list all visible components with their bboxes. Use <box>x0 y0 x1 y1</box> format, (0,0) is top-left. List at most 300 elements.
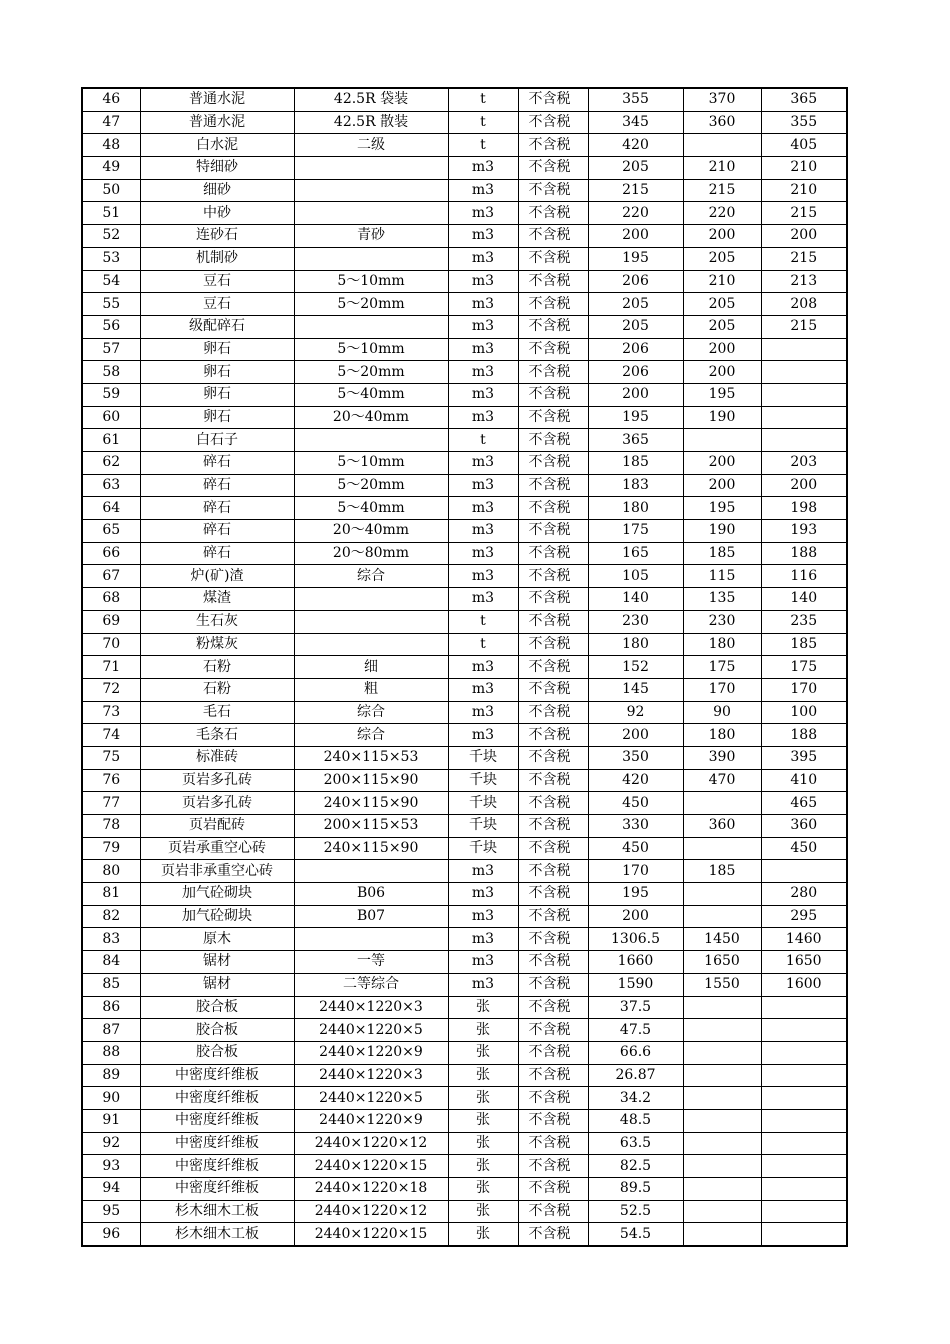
specification-cell: 20～40mm <box>294 406 448 429</box>
item-number-cell: 70 <box>82 633 140 656</box>
tax-status-cell: 不含税 <box>518 315 588 338</box>
price-1-cell: 205 <box>588 157 683 180</box>
unit-cell: 张 <box>448 1064 518 1087</box>
tax-status-cell: 不含税 <box>518 1109 588 1132</box>
material-name-cell: 白水泥 <box>140 134 294 157</box>
price-2-cell: 205 <box>683 315 761 338</box>
price-1-cell: 180 <box>588 633 683 656</box>
unit-cell: 张 <box>448 1019 518 1042</box>
price-2-cell: 200 <box>683 474 761 497</box>
price-1-cell: 206 <box>588 361 683 384</box>
price-2-cell <box>683 429 761 452</box>
item-number-cell: 61 <box>82 429 140 452</box>
price-3-cell: 410 <box>761 769 847 792</box>
price-2-cell <box>683 1223 761 1246</box>
table-row <box>82 111 847 134</box>
unit-cell: m3 <box>448 883 518 906</box>
material-name-cell: 页岩配砖 <box>140 815 294 838</box>
item-number-cell: 85 <box>82 973 140 996</box>
price-3-cell: 295 <box>761 905 847 928</box>
tax-status-cell: 不含税 <box>518 815 588 838</box>
tax-status-cell: 不含税 <box>518 1200 588 1223</box>
specification-cell: 2440×1220×12 <box>294 1132 448 1155</box>
table-row <box>82 860 847 883</box>
table-row <box>82 247 847 270</box>
material-name-cell: 页岩多孔砖 <box>140 769 294 792</box>
unit-cell: m3 <box>448 270 518 293</box>
tax-status-cell: 不含税 <box>518 1178 588 1201</box>
specification-cell: 2440×1220×15 <box>294 1223 448 1246</box>
specification-cell: 20～40mm <box>294 520 448 543</box>
unit-cell: t <box>448 633 518 656</box>
price-2-cell: 205 <box>683 247 761 270</box>
specification-cell <box>294 429 448 452</box>
table-row <box>82 1155 847 1178</box>
table-row <box>82 996 847 1019</box>
price-3-cell: 188 <box>761 724 847 747</box>
unit-cell: m3 <box>448 406 518 429</box>
item-number-cell: 47 <box>82 111 140 134</box>
price-3-cell: 365 <box>761 88 847 111</box>
unit-cell: 张 <box>448 1178 518 1201</box>
table-row <box>82 837 847 860</box>
table-row <box>82 815 847 838</box>
price-3-cell: 210 <box>761 179 847 202</box>
material-name-cell: 页岩承重空心砖 <box>140 837 294 860</box>
tax-status-cell: 不含税 <box>518 769 588 792</box>
tax-status-cell: 不含税 <box>518 1155 588 1178</box>
item-number-cell: 49 <box>82 157 140 180</box>
table-row <box>82 383 847 406</box>
material-name-cell: 机制砂 <box>140 247 294 270</box>
price-3-cell: 100 <box>761 701 847 724</box>
unit-cell: m3 <box>448 928 518 951</box>
material-name-cell: 白石子 <box>140 429 294 452</box>
unit-cell: m3 <box>448 247 518 270</box>
price-3-cell: 450 <box>761 837 847 860</box>
price-3-cell: 215 <box>761 247 847 270</box>
price-1-cell: 206 <box>588 338 683 361</box>
material-name-cell: 标准砖 <box>140 746 294 769</box>
price-3-cell <box>761 383 847 406</box>
specification-cell <box>294 588 448 611</box>
tax-status-cell: 不含税 <box>518 792 588 815</box>
price-1-cell: 200 <box>588 724 683 747</box>
price-2-cell: 200 <box>683 452 761 475</box>
item-number-cell: 60 <box>82 406 140 429</box>
item-number-cell: 79 <box>82 837 140 860</box>
item-number-cell: 69 <box>82 610 140 633</box>
price-2-cell <box>683 792 761 815</box>
price-1-cell: 200 <box>588 905 683 928</box>
tax-status-cell: 不含税 <box>518 905 588 928</box>
price-1-cell: 195 <box>588 883 683 906</box>
table-row <box>82 88 847 111</box>
specification-cell: 42.5R 袋装 <box>294 88 448 111</box>
price-2-cell <box>683 837 761 860</box>
price-3-cell: 280 <box>761 883 847 906</box>
unit-cell: m3 <box>448 293 518 316</box>
unit-cell: 张 <box>448 1155 518 1178</box>
table-row <box>82 656 847 679</box>
material-name-cell: 碎石 <box>140 520 294 543</box>
item-number-cell: 93 <box>82 1155 140 1178</box>
specification-cell: 2440×1220×5 <box>294 1087 448 1110</box>
price-1-cell: 215 <box>588 179 683 202</box>
specification-cell: 200×115×53 <box>294 815 448 838</box>
price-1-cell: 52.5 <box>588 1200 683 1223</box>
material-name-cell: 炉(矿)渣 <box>140 565 294 588</box>
item-number-cell: 80 <box>82 860 140 883</box>
price-1-cell: 152 <box>588 656 683 679</box>
price-2-cell <box>683 1200 761 1223</box>
item-number-cell: 73 <box>82 701 140 724</box>
item-number-cell: 67 <box>82 565 140 588</box>
tax-status-cell: 不含税 <box>518 361 588 384</box>
price-2-cell: 190 <box>683 406 761 429</box>
price-1-cell: 92 <box>588 701 683 724</box>
specification-cell <box>294 157 448 180</box>
price-1-cell: 200 <box>588 225 683 248</box>
item-number-cell: 84 <box>82 951 140 974</box>
unit-cell: 张 <box>448 996 518 1019</box>
price-2-cell: 215 <box>683 179 761 202</box>
unit-cell: m3 <box>448 905 518 928</box>
table-row <box>82 1132 847 1155</box>
material-name-cell: 卵石 <box>140 338 294 361</box>
table-row <box>82 202 847 225</box>
material-name-cell: 碎石 <box>140 497 294 520</box>
specification-cell: 二级 <box>294 134 448 157</box>
price-3-cell: 208 <box>761 293 847 316</box>
price-1-cell: 54.5 <box>588 1223 683 1246</box>
price-3-cell <box>761 1041 847 1064</box>
price-2-cell: 190 <box>683 520 761 543</box>
item-number-cell: 65 <box>82 520 140 543</box>
price-2-cell: 200 <box>683 225 761 248</box>
price-1-cell: 26.87 <box>588 1064 683 1087</box>
unit-cell: 千块 <box>448 792 518 815</box>
item-number-cell: 63 <box>82 474 140 497</box>
specification-cell: 2440×1220×15 <box>294 1155 448 1178</box>
specification-cell: 240×115×90 <box>294 837 448 860</box>
price-3-cell <box>761 1064 847 1087</box>
tax-status-cell: 不含税 <box>518 746 588 769</box>
table-row <box>82 701 847 724</box>
price-3-cell <box>761 996 847 1019</box>
table-row <box>82 951 847 974</box>
price-1-cell: 450 <box>588 837 683 860</box>
price-2-cell: 210 <box>683 157 761 180</box>
unit-cell: m3 <box>448 951 518 974</box>
tax-status-cell: 不含税 <box>518 88 588 111</box>
price-1-cell: 89.5 <box>588 1178 683 1201</box>
tax-status-cell: 不含税 <box>518 588 588 611</box>
table-row <box>82 724 847 747</box>
material-name-cell: 中密度纤维板 <box>140 1064 294 1087</box>
table-row <box>82 270 847 293</box>
price-2-cell <box>683 1109 761 1132</box>
tax-status-cell: 不含税 <box>518 134 588 157</box>
price-2-cell: 185 <box>683 860 761 883</box>
price-3-cell: 170 <box>761 678 847 701</box>
unit-cell: 张 <box>448 1132 518 1155</box>
price-2-cell <box>683 996 761 1019</box>
table-row <box>82 157 847 180</box>
table-row <box>82 1087 847 1110</box>
price-1-cell: 34.2 <box>588 1087 683 1110</box>
price-2-cell: 180 <box>683 633 761 656</box>
item-number-cell: 95 <box>82 1200 140 1223</box>
unit-cell: m3 <box>448 588 518 611</box>
item-number-cell: 56 <box>82 315 140 338</box>
unit-cell: m3 <box>448 383 518 406</box>
specification-cell: 5～20mm <box>294 474 448 497</box>
price-3-cell <box>761 338 847 361</box>
item-number-cell: 72 <box>82 678 140 701</box>
unit-cell: 千块 <box>448 746 518 769</box>
item-number-cell: 54 <box>82 270 140 293</box>
price-3-cell: 465 <box>761 792 847 815</box>
price-2-cell <box>683 905 761 928</box>
material-name-cell: 毛石 <box>140 701 294 724</box>
material-name-cell: 胶合板 <box>140 996 294 1019</box>
price-3-cell <box>761 361 847 384</box>
tax-status-cell: 不含税 <box>518 565 588 588</box>
unit-cell: m3 <box>448 860 518 883</box>
price-1-cell: 165 <box>588 542 683 565</box>
item-number-cell: 74 <box>82 724 140 747</box>
price-1-cell: 205 <box>588 293 683 316</box>
price-2-cell: 180 <box>683 724 761 747</box>
price-3-cell: 1600 <box>761 973 847 996</box>
table-row <box>82 1223 847 1246</box>
specification-cell: 5～10mm <box>294 270 448 293</box>
material-name-cell: 中砂 <box>140 202 294 225</box>
tax-status-cell: 不含税 <box>518 293 588 316</box>
tax-status-cell: 不含税 <box>518 383 588 406</box>
table-row <box>82 610 847 633</box>
tax-status-cell: 不含税 <box>518 1064 588 1087</box>
item-number-cell: 51 <box>82 202 140 225</box>
price-3-cell: 215 <box>761 202 847 225</box>
specification-cell <box>294 179 448 202</box>
table-row <box>82 1178 847 1201</box>
item-number-cell: 75 <box>82 746 140 769</box>
material-name-cell: 胶合板 <box>140 1041 294 1064</box>
item-number-cell: 81 <box>82 883 140 906</box>
specification-cell: 2440×1220×3 <box>294 996 448 1019</box>
price-3-cell <box>761 860 847 883</box>
table-row <box>82 452 847 475</box>
price-2-cell: 220 <box>683 202 761 225</box>
item-number-cell: 87 <box>82 1019 140 1042</box>
specification-cell <box>294 610 448 633</box>
specification-cell: 2440×1220×3 <box>294 1064 448 1087</box>
item-number-cell: 76 <box>82 769 140 792</box>
table-row <box>82 361 847 384</box>
tax-status-cell: 不含税 <box>518 247 588 270</box>
unit-cell: m3 <box>448 338 518 361</box>
price-3-cell: 235 <box>761 610 847 633</box>
item-number-cell: 82 <box>82 905 140 928</box>
material-name-cell: 加气砼砌块 <box>140 905 294 928</box>
specification-cell: 一等 <box>294 951 448 974</box>
material-name-cell: 连砂石 <box>140 225 294 248</box>
specification-cell: 综合 <box>294 565 448 588</box>
price-3-cell: 210 <box>761 157 847 180</box>
item-number-cell: 53 <box>82 247 140 270</box>
price-3-cell: 1650 <box>761 951 847 974</box>
tax-status-cell: 不含税 <box>518 724 588 747</box>
material-name-cell: 页岩非承重空心砖 <box>140 860 294 883</box>
table-row <box>82 520 847 543</box>
price-2-cell: 195 <box>683 383 761 406</box>
specification-cell: 2440×1220×9 <box>294 1109 448 1132</box>
price-2-cell: 135 <box>683 588 761 611</box>
unit-cell: m3 <box>448 315 518 338</box>
price-1-cell: 48.5 <box>588 1109 683 1132</box>
price-1-cell: 1660 <box>588 951 683 974</box>
table-row <box>82 905 847 928</box>
price-3-cell: 198 <box>761 497 847 520</box>
specification-cell: B07 <box>294 905 448 928</box>
price-1-cell: 195 <box>588 406 683 429</box>
table-row <box>82 928 847 951</box>
table-row <box>82 542 847 565</box>
tax-status-cell: 不含税 <box>518 225 588 248</box>
price-1-cell: 345 <box>588 111 683 134</box>
unit-cell: t <box>448 429 518 452</box>
price-1-cell: 420 <box>588 769 683 792</box>
price-3-cell <box>761 1200 847 1223</box>
item-number-cell: 66 <box>82 542 140 565</box>
unit-cell: m3 <box>448 225 518 248</box>
price-1-cell: 230 <box>588 610 683 633</box>
specification-cell: B06 <box>294 883 448 906</box>
specification-cell: 200×115×90 <box>294 769 448 792</box>
table-row <box>82 293 847 316</box>
price-1-cell: 82.5 <box>588 1155 683 1178</box>
material-name-cell: 细砂 <box>140 179 294 202</box>
price-3-cell: 200 <box>761 225 847 248</box>
tax-status-cell: 不含税 <box>518 542 588 565</box>
item-number-cell: 78 <box>82 815 140 838</box>
material-name-cell: 普通水泥 <box>140 111 294 134</box>
tax-status-cell: 不含税 <box>518 678 588 701</box>
item-number-cell: 62 <box>82 452 140 475</box>
price-2-cell <box>683 1178 761 1201</box>
price-3-cell: 215 <box>761 315 847 338</box>
price-1-cell: 105 <box>588 565 683 588</box>
price-3-cell: 213 <box>761 270 847 293</box>
specification-cell: 青砂 <box>294 225 448 248</box>
unit-cell: m3 <box>448 202 518 225</box>
tax-status-cell: 不含税 <box>518 202 588 225</box>
item-number-cell: 77 <box>82 792 140 815</box>
item-number-cell: 89 <box>82 1064 140 1087</box>
material-name-cell: 碎石 <box>140 542 294 565</box>
material-name-cell: 锯材 <box>140 951 294 974</box>
price-2-cell: 175 <box>683 656 761 679</box>
tax-status-cell: 不含税 <box>518 1087 588 1110</box>
unit-cell: m3 <box>448 179 518 202</box>
price-2-cell: 90 <box>683 701 761 724</box>
tax-status-cell: 不含税 <box>518 1019 588 1042</box>
material-name-cell: 中密度纤维板 <box>140 1155 294 1178</box>
specification-cell: 240×115×90 <box>294 792 448 815</box>
tax-status-cell: 不含税 <box>518 996 588 1019</box>
price-2-cell: 210 <box>683 270 761 293</box>
unit-cell: t <box>448 610 518 633</box>
price-3-cell: 203 <box>761 452 847 475</box>
unit-cell: m3 <box>448 452 518 475</box>
material-name-cell: 卵石 <box>140 361 294 384</box>
specification-cell <box>294 247 448 270</box>
material-name-cell: 中密度纤维板 <box>140 1132 294 1155</box>
specification-cell: 细 <box>294 656 448 679</box>
table-row <box>82 746 847 769</box>
table-row <box>82 973 847 996</box>
item-number-cell: 71 <box>82 656 140 679</box>
table-row <box>82 565 847 588</box>
item-number-cell: 50 <box>82 179 140 202</box>
material-name-cell: 粉煤灰 <box>140 633 294 656</box>
price-1-cell: 37.5 <box>588 996 683 1019</box>
price-2-cell <box>683 1155 761 1178</box>
unit-cell: 张 <box>448 1041 518 1064</box>
price-3-cell: 360 <box>761 815 847 838</box>
price-2-cell: 170 <box>683 678 761 701</box>
price-1-cell: 206 <box>588 270 683 293</box>
price-2-cell <box>683 134 761 157</box>
unit-cell: m3 <box>448 973 518 996</box>
tax-status-cell: 不含税 <box>518 157 588 180</box>
specification-cell: 5～10mm <box>294 338 448 361</box>
unit-cell: t <box>448 88 518 111</box>
tax-status-cell: 不含税 <box>518 951 588 974</box>
item-number-cell: 64 <box>82 497 140 520</box>
tax-status-cell: 不含税 <box>518 837 588 860</box>
specification-cell <box>294 928 448 951</box>
tax-status-cell: 不含税 <box>518 520 588 543</box>
material-name-cell: 杉木细木工板 <box>140 1200 294 1223</box>
material-name-cell: 中密度纤维板 <box>140 1087 294 1110</box>
tax-status-cell: 不含税 <box>518 270 588 293</box>
material-name-cell: 特细砂 <box>140 157 294 180</box>
material-name-cell: 杉木细木工板 <box>140 1223 294 1246</box>
table-row <box>82 1041 847 1064</box>
unit-cell: 张 <box>448 1223 518 1246</box>
item-number-cell: 88 <box>82 1041 140 1064</box>
specification-cell: 5～40mm <box>294 497 448 520</box>
specification-cell <box>294 202 448 225</box>
unit-cell: m3 <box>448 678 518 701</box>
material-name-cell: 卵石 <box>140 383 294 406</box>
unit-cell: m3 <box>448 497 518 520</box>
tax-status-cell: 不含税 <box>518 1041 588 1064</box>
tax-status-cell: 不含税 <box>518 610 588 633</box>
unit-cell: 千块 <box>448 837 518 860</box>
price-2-cell <box>683 1041 761 1064</box>
price-1-cell: 180 <box>588 497 683 520</box>
specification-cell: 5～10mm <box>294 452 448 475</box>
specification-cell <box>294 633 448 656</box>
item-number-cell: 52 <box>82 225 140 248</box>
price-2-cell <box>683 1064 761 1087</box>
unit-cell: m3 <box>448 565 518 588</box>
price-table <box>81 87 848 1247</box>
